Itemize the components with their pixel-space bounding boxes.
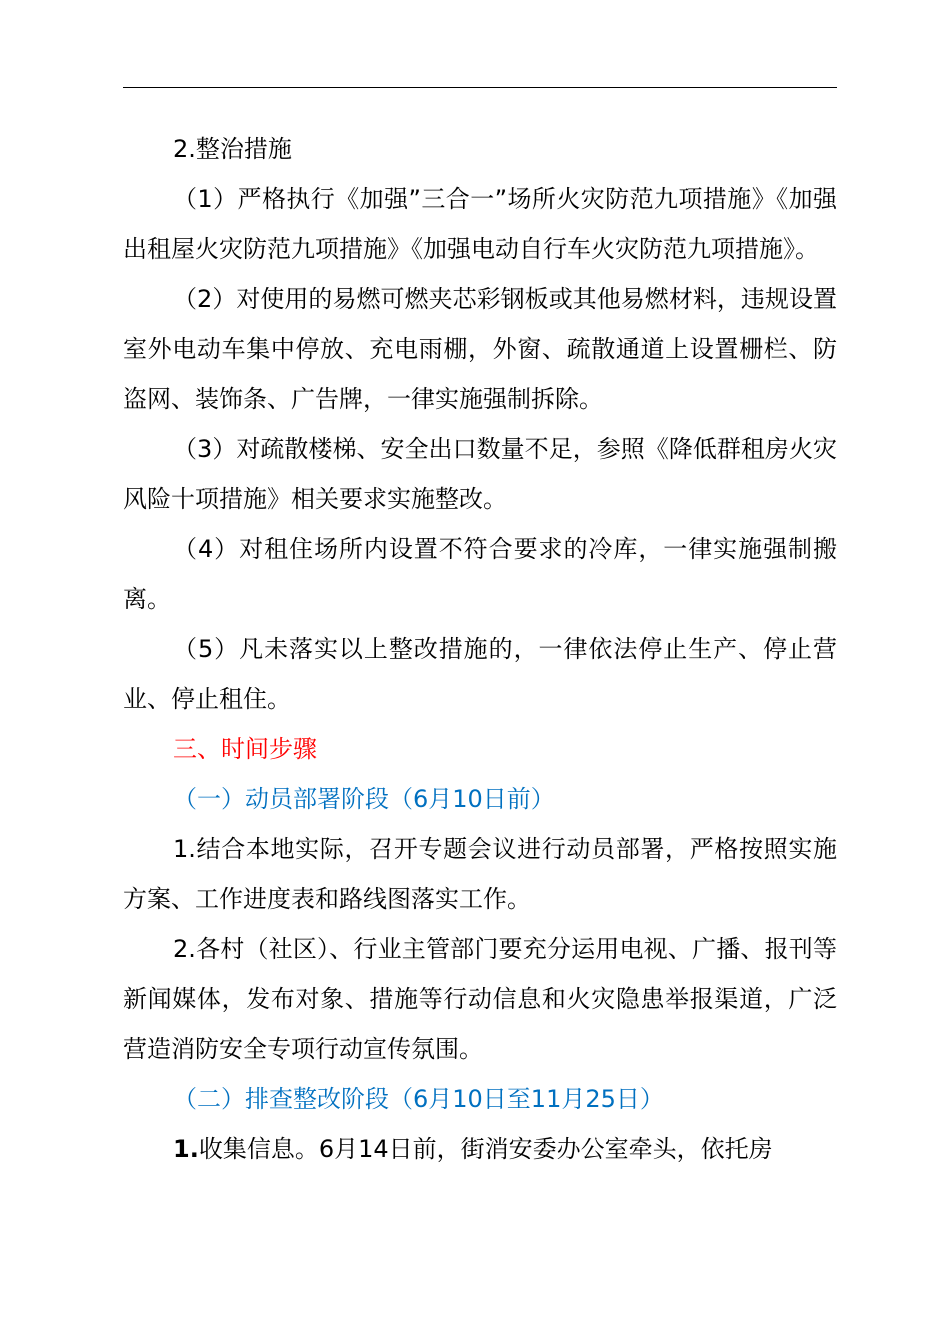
measure-2-paragraph: （2）对使用的易燃可燃夹芯彩钢板或其他易燃材料，违规设置室外电动车集中停放、充电雨棚，外窗、疏散通道上设置栅栏、防盗网、装饰条、广告牌，一律实施强制拆除。 <box>123 285 837 413</box>
stage-1-item-1: 1.结合本地实际，召开专题会议进行动员部署，严格按照实施方案、工作进度表和路线图落实工作。 <box>123 835 837 913</box>
measure-3-paragraph: （3）对疏散楼梯、安全出口数量不足，参照《降低群租房火灾风险十项措施》相关要求实施整改。 <box>123 435 837 513</box>
measure-1-paragraph: （1）严格执行《加强”三合一”场所火灾防范九项措施》《加强出租屋火灾防范九项措施》《加强电动自行车火灾防范九项措施》。 <box>123 185 837 263</box>
stage-2-heading: （二）排查整改阶段（6月10日至11月25日） <box>173 1085 664 1113</box>
measure-5-paragraph: （5）凡未落实以上整改措施的，一律依法停止生产、停止营业、停止租住。 <box>123 635 837 713</box>
subheading-rectification-measures: 2.整治措施 <box>173 135 292 163</box>
measure-4-paragraph: （4）对租住场所内设置不符合要求的冷库，一律实施强制搬离。 <box>123 535 837 613</box>
stage-2-item-1-number: 1. <box>173 1135 199 1163</box>
document-body <box>123 124 837 1174</box>
header-rule <box>123 87 837 88</box>
stage-2-item-1 <box>123 1124 837 1174</box>
stage-1-item-2: 2.各村（社区）、行业主管部门要充分运用电视、广播、报刊等新闻媒体，发布对象、措施等行动信息和火灾隐患举报渠道，广泛营造消防安全专项行动宣传氛围。 <box>123 935 837 1063</box>
stage-2-item-1-text: 收集信息。6月14日前，街消安委办公室牵头，依托房 <box>198 1135 773 1163</box>
section-heading-schedule: 三、时间步骤 <box>173 735 317 763</box>
stage-1-heading: （一）动员部署阶段（6月10日前） <box>173 785 555 813</box>
